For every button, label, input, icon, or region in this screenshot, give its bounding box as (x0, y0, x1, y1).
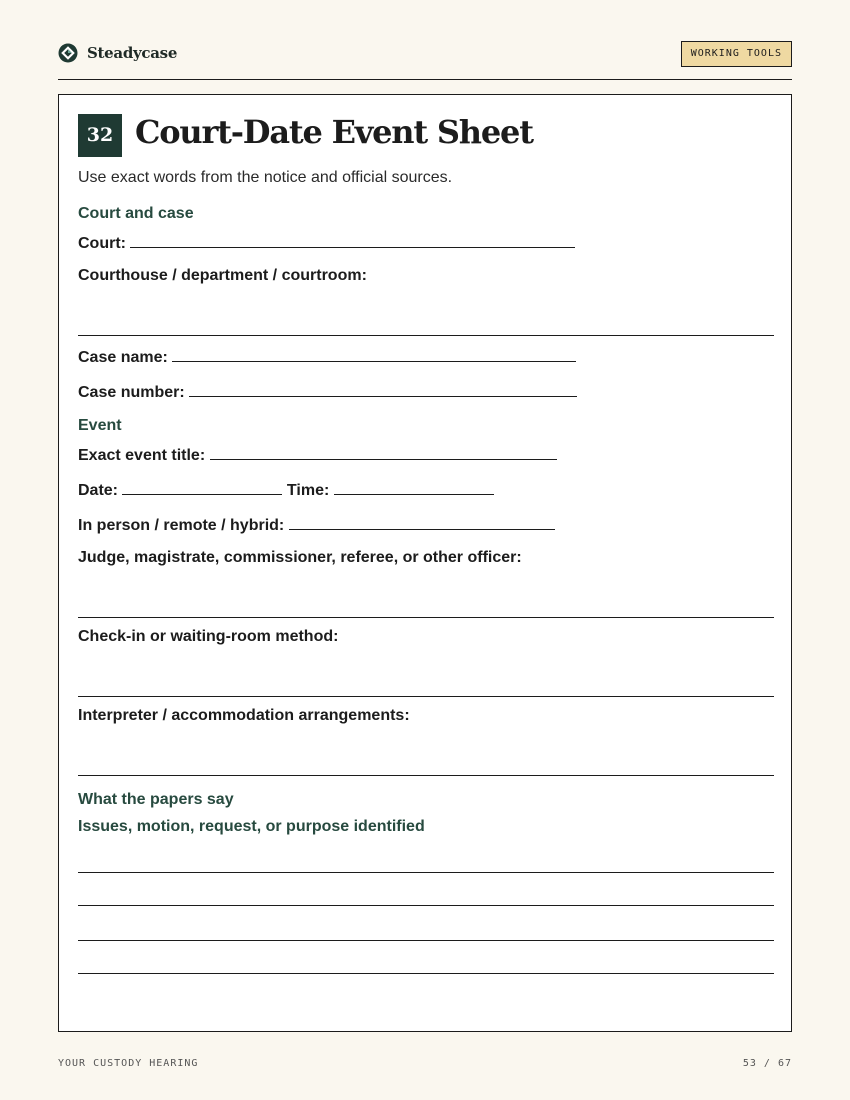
field-event-title (78, 444, 557, 465)
field-label-checkin: Check-in or waiting-room method: (78, 628, 339, 645)
footer-document-title: YOUR CUSTODY HEARING (58, 1058, 199, 1069)
case-name-input-line[interactable] (172, 346, 576, 362)
field-date-time (78, 479, 494, 500)
field-label-officer: Judge, magistrate, commissioner, referee, or other officer: (78, 549, 522, 566)
case-number-input-line[interactable] (189, 381, 577, 397)
worksheet-number-badge: 32 (78, 114, 122, 157)
papers-input-line[interactable] (78, 973, 774, 974)
officer-input-line[interactable] (78, 617, 774, 618)
papers-subheading: Issues, motion, request, or purpose identified (78, 818, 425, 835)
papers-input-line[interactable] (78, 940, 774, 941)
field-court (78, 232, 575, 253)
field-mode (78, 514, 555, 535)
papers-input-line[interactable] (78, 905, 774, 906)
mode-input-line[interactable] (289, 514, 555, 530)
brand-name: Steadycase (87, 44, 178, 62)
page-header (58, 40, 792, 80)
field-case-number (78, 381, 577, 402)
section-tag: WORKING TOOLS (681, 41, 792, 67)
worksheet-title: Court-Date Event Sheet (135, 113, 533, 151)
field-label-event-title: Exact event title: (78, 447, 206, 464)
worksheet-intro: Use exact words from the notice and official sources. (78, 169, 453, 186)
event-title-input-line[interactable] (210, 444, 557, 460)
steadycase-logo-icon (58, 43, 78, 63)
field-label-case-name: Case name: (78, 349, 168, 366)
worksheet-card (58, 94, 792, 1032)
field-label-court: Court: (78, 235, 126, 252)
time-input-line[interactable] (334, 479, 494, 495)
section-papers: What the papers say (78, 791, 234, 808)
checkin-input-line[interactable] (78, 696, 774, 697)
field-case-name (78, 346, 576, 367)
date-input-line[interactable] (122, 479, 282, 495)
field-label-courthouse: Courthouse / department / courtroom: (78, 267, 367, 284)
court-input-line[interactable] (130, 232, 575, 248)
field-label-date: Date: (78, 482, 119, 499)
field-label-time: Time: (286, 482, 330, 499)
section-event: Event (78, 417, 122, 434)
interpreter-input-line[interactable] (78, 775, 774, 776)
footer-page-number: 53 / 67 (742, 1058, 792, 1069)
field-label-case-number: Case number: (78, 384, 185, 401)
papers-input-line[interactable] (78, 872, 774, 873)
courthouse-input-line[interactable] (78, 335, 774, 336)
brand (58, 43, 177, 63)
field-label-interpreter: Interpreter / accommodation arrangements: (78, 707, 410, 724)
field-label-mode: In person / remote / hybrid: (78, 517, 285, 534)
section-court-and-case: Court and case (78, 205, 194, 222)
